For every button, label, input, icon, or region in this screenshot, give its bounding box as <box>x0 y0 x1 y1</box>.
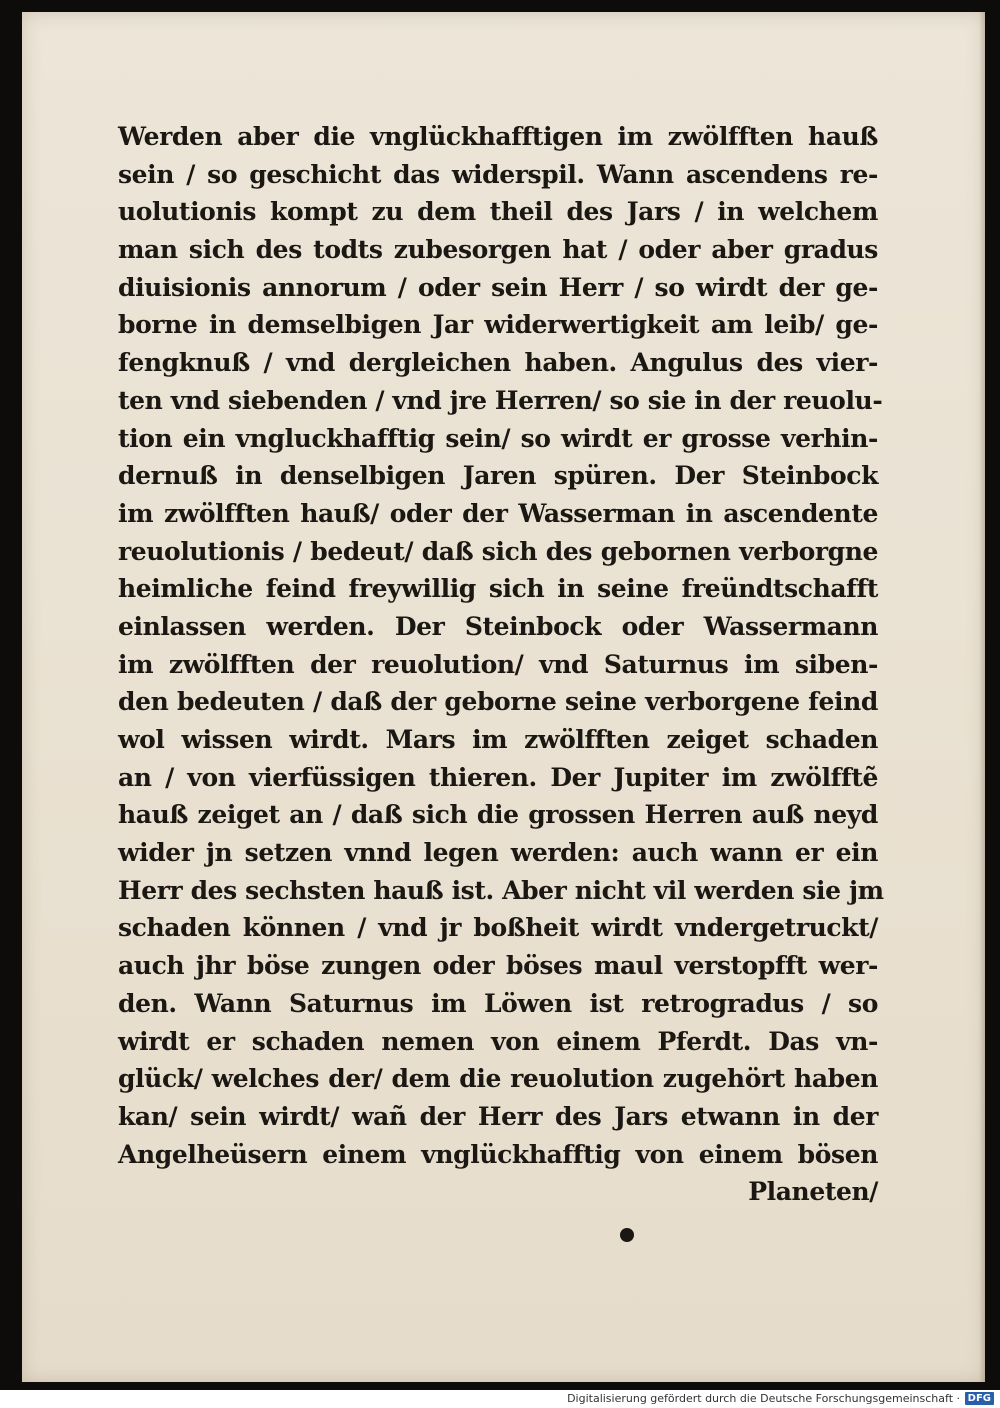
text-line: Herr des sechsten hauß ist. Aber nicht vil werden sie jm <box>118 875 884 905</box>
page-text-block <box>118 118 884 1211</box>
text-line: reuolutionis / bedeut/ daß sich des gebornen verborgne <box>118 536 878 566</box>
text-line: dernuß in denselbigen Jaren spüren. Der Steinbock <box>118 461 878 491</box>
digitization-credit: Digitalisierung gefördert durch die Deutsche Forschungsgemeinschaft · <box>567 1392 960 1405</box>
text-line: borne in demselbigen Jar widerwertigkeit am leib/ ge- <box>118 310 878 340</box>
text-line: schaden können / vnd jr boßheit wirdt vndergetruckt/ <box>118 913 878 943</box>
text-line: Angelheüsern einem vnglückhafftig von einem bösen <box>118 1139 878 1169</box>
text-line: im zwölfften hauß/ oder der Wasserman in ascendente <box>118 498 878 528</box>
text-line: tion ein vngluckhafftig sein/ so wirdt er grosse verhin- <box>118 423 878 453</box>
text-line: an / von vierfüssigen thieren. Der Jupiter im zwölfftẽ <box>118 762 878 792</box>
page-edge-shadow <box>979 12 985 1382</box>
text-line: kan/ sein wirdt/ wañ der Herr des Jars etwann in der <box>118 1101 878 1131</box>
text-line: im zwölfften der reuolution/ vnd Saturnus im siben- <box>118 649 878 679</box>
text-line: hauß zeiget an / daß sich die grossen Herren auß neyd <box>118 800 878 830</box>
text-line: den. Wann Saturnus im Löwen ist retrogradus / so <box>118 988 878 1018</box>
text-line: glück/ welches der/ dem die reuolution zugehört haben <box>118 1064 878 1094</box>
text-line: man sich des todts zubesorgen hat / oder aber gradus <box>118 235 878 265</box>
ink-dot-ornament <box>620 1228 634 1242</box>
text-line: den bedeuten / daß der geborne seine verborgene feind <box>118 687 878 717</box>
text-line: fengknuß / vnd dergleichen haben. Angulus des vier- <box>118 348 878 378</box>
text-line: heimliche feind freywillig sich in seine freündtschafft <box>118 574 878 604</box>
catchword: Planeten/ <box>748 1177 878 1207</box>
text-line: wol wissen wirdt. Mars im zwölfften zeiget schaden <box>118 725 878 754</box>
dfg-logo: DFG <box>965 1392 994 1405</box>
text-line: Werden aber die vnglückhafftigen im zwölfften hauß <box>118 122 878 151</box>
text-line: auch jhr böse zungen oder böses maul verstopfft wer- <box>118 951 878 981</box>
text-line: wirdt er schaden nemen von einem Pferdt. Das vn- <box>118 1026 878 1056</box>
text-line: einlassen werden. Der Steinbock oder Wassermann <box>118 611 878 641</box>
text-line: diuisionis annorum / oder sein Herr / so wirdt der ge- <box>118 272 878 302</box>
text-line: uolutionis kompt zu dem theil des Jars / in welchem <box>118 197 878 227</box>
text-line: wider jn setzen vnnd legen werden: auch wann er ein <box>118 838 878 868</box>
text-line: sein / so geschicht das widerspil. Wann ascendens re- <box>118 159 878 189</box>
text-line: ten vnd siebenden / vnd jre Herren/ so sie in der reuolu- <box>118 385 883 415</box>
